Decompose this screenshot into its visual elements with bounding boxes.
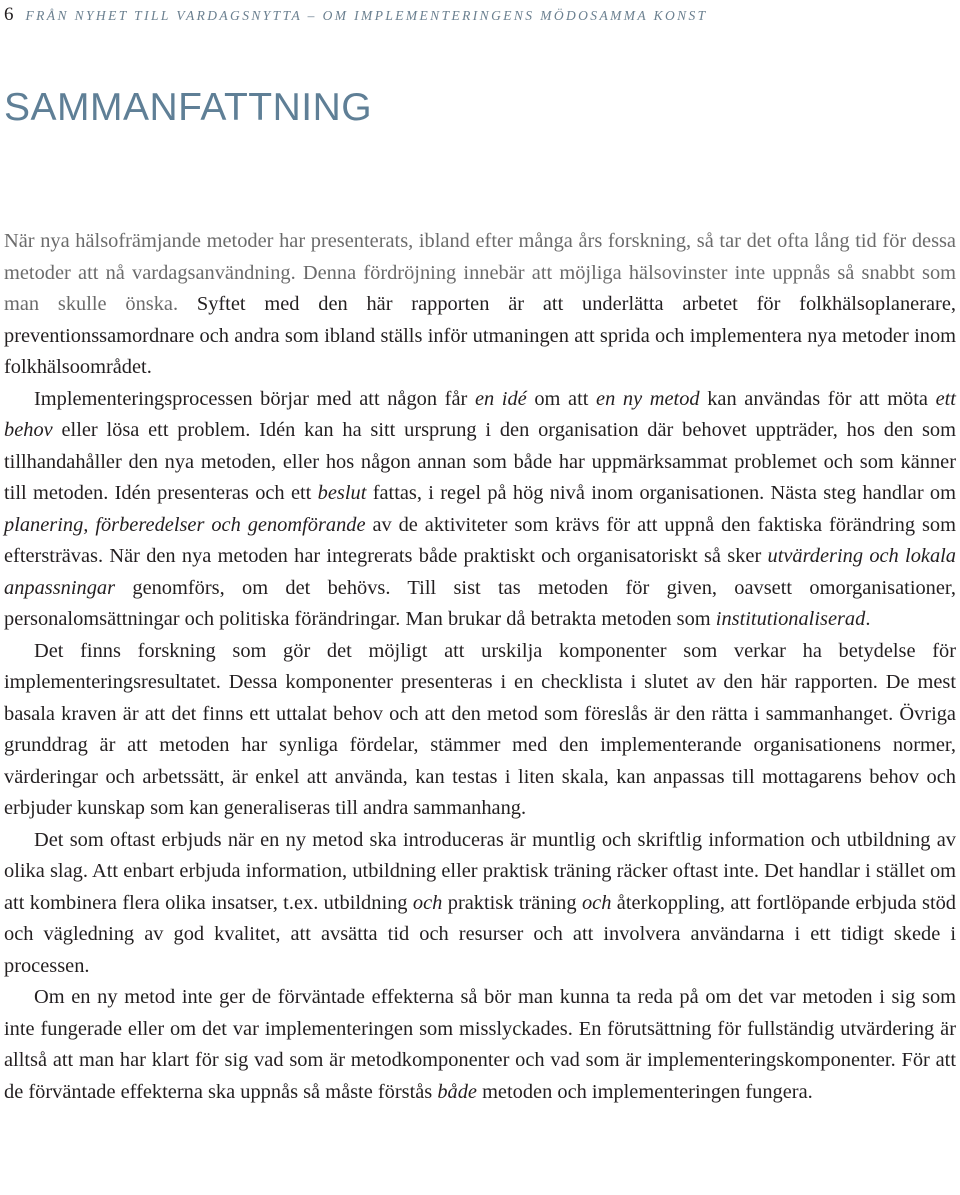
paragraph-2-text: kan användas för att möta <box>699 387 936 410</box>
paragraph-5-emphasis: både <box>437 1080 477 1103</box>
paragraph-2-emphasis: en idé <box>474 387 527 410</box>
paragraph-5 <box>4 982 956 1108</box>
paragraph-2-emphasis: en ny metod <box>596 387 700 410</box>
paragraph-5-text: Om en ny metod inte ger de förväntade effekterna så bör man kunna ta reda på om det var metoden i sig som inte fungerade eller om det var implementeringen som misslyckades. En förutsättning för fullständig utvärdering är alltså att man har klart för sig vad som är metodkomponenter och vad som är implementeringskomponenter. För att de förväntade effekterna ska uppnås så måste förstås <box>4 986 956 1103</box>
page-number: 6 <box>4 4 14 25</box>
paragraph-2-text: Implementeringsprocessen börjar med att någon får <box>34 387 475 410</box>
paragraph-2-emphasis: planering, förberedelser och genomförande <box>4 513 366 536</box>
running-title: FRÅN NYHET TILL VARDAGSNYTTA – OM IMPLEMENTERINGENS MÖDOSAMMA KONST <box>25 8 708 23</box>
paragraph-2-text: . <box>865 608 871 630</box>
paragraph-4-text: praktisk träning <box>442 891 582 914</box>
body-text <box>4 226 956 1108</box>
paragraph-2-emphasis: beslut <box>317 482 367 504</box>
paragraph-4-emphasis: och <box>581 891 612 914</box>
section-title: SAMMANFATTNING <box>4 86 373 129</box>
paragraph-4-emphasis: och <box>412 891 443 914</box>
paragraph-2 <box>4 384 956 636</box>
paragraph-4-text: återkoppling, att fortlöpande erbjuda stöd och vägledning av god kvalitet, att avsätta tid och resurser och att involvera användarna i ett tidigt skede i processen. <box>4 891 957 977</box>
paragraph-2-emphasis: utvärdering och lokala anpassningar <box>4 545 957 599</box>
paragraph-4 <box>4 825 956 983</box>
paragraph-2-text: om att <box>526 387 597 410</box>
paragraph-4-text: Det som oftast erbjuds när en ny metod ska introduceras är muntlig och skriftlig information och utbildning av olika slag. Att enbart erbjuda information, utbildning eller praktisk träning räcker oftast inte. Det handlar i stället om att kombinera flera olika insatser, t.ex. utbildning <box>4 828 956 914</box>
paragraph-2-emphasis: ett behov <box>4 387 956 441</box>
paragraph-2-text: fattas, i regel på hög nivå inom organisationen. Nästa steg handlar om <box>366 482 956 504</box>
paragraph-3-text: Det finns forskning som gör det möjligt att urskilja komponenter som verkar ha betydelse för implementeringsresultatet. Dessa komponenter presenteras i en checklista i slutet av den här rapporten. De mest basala kraven är att det finns ett uttalat behov och att den metod som föreslås är den rätta i sammanhanget. Övriga grunddrag är att metoden har synliga fördelar, stämmer med den implementerande organisationens normer, värderingar och arbetssätt, är enkel att använda, kan testas i liten skala, kan anpassas till mottagarens behov och erbjuder kunskap som kan generaliseras till andra sammanhang. <box>4 639 956 819</box>
paragraph-1-purpose: Syftet med den här rapporten är att underlätta arbetet för folkhälsoplanerare, preventionssamordnare och andra som ibland ställs inför utmaningen att sprida och implementera nya metoder inom folkhälsoområdet. <box>4 293 956 378</box>
paragraph-2-emphasis: institutionaliserad <box>715 608 866 630</box>
paragraph-5-text: metoden och implementeringen fungera. <box>476 1080 813 1103</box>
paragraph-2-text: eller lösa ett problem. Idén kan ha sitt ursprung i den organisation där behovet uppträder, hos den som tillhandahåller den nya metoden, eller hos någon annan som både har uppmärksammat problemet och som känner till metoden. Idén presenteras och ett <box>4 419 956 504</box>
paragraph-2-text: genomförs, om det behövs. Till sist tas metoden för given, oavsett omorganisationer, personalomsättningar och politiska förändringar. Man brukar då betrakta metoden som <box>4 576 956 630</box>
paragraph-1-intro: När nya hälsofrämjande metoder har presenterats, ibland efter många års forskning, så tar det ofta lång tid för dessa metoder att nå vardagsanvändning. Denna fördröjning innebär att möjliga hälsovinster inte uppnås så snabbt som man skulle önska. <box>4 230 956 315</box>
paragraph-2-text: av de aktiviteter som krävs för att uppnå den faktiska förändring som eftersträvas. När den nya metoden har integrerats både praktiskt och organisatoriskt så sker <box>4 513 956 567</box>
running-header <box>4 4 708 28</box>
paragraph-3 <box>4 636 956 825</box>
paragraph-1 <box>4 226 956 384</box>
